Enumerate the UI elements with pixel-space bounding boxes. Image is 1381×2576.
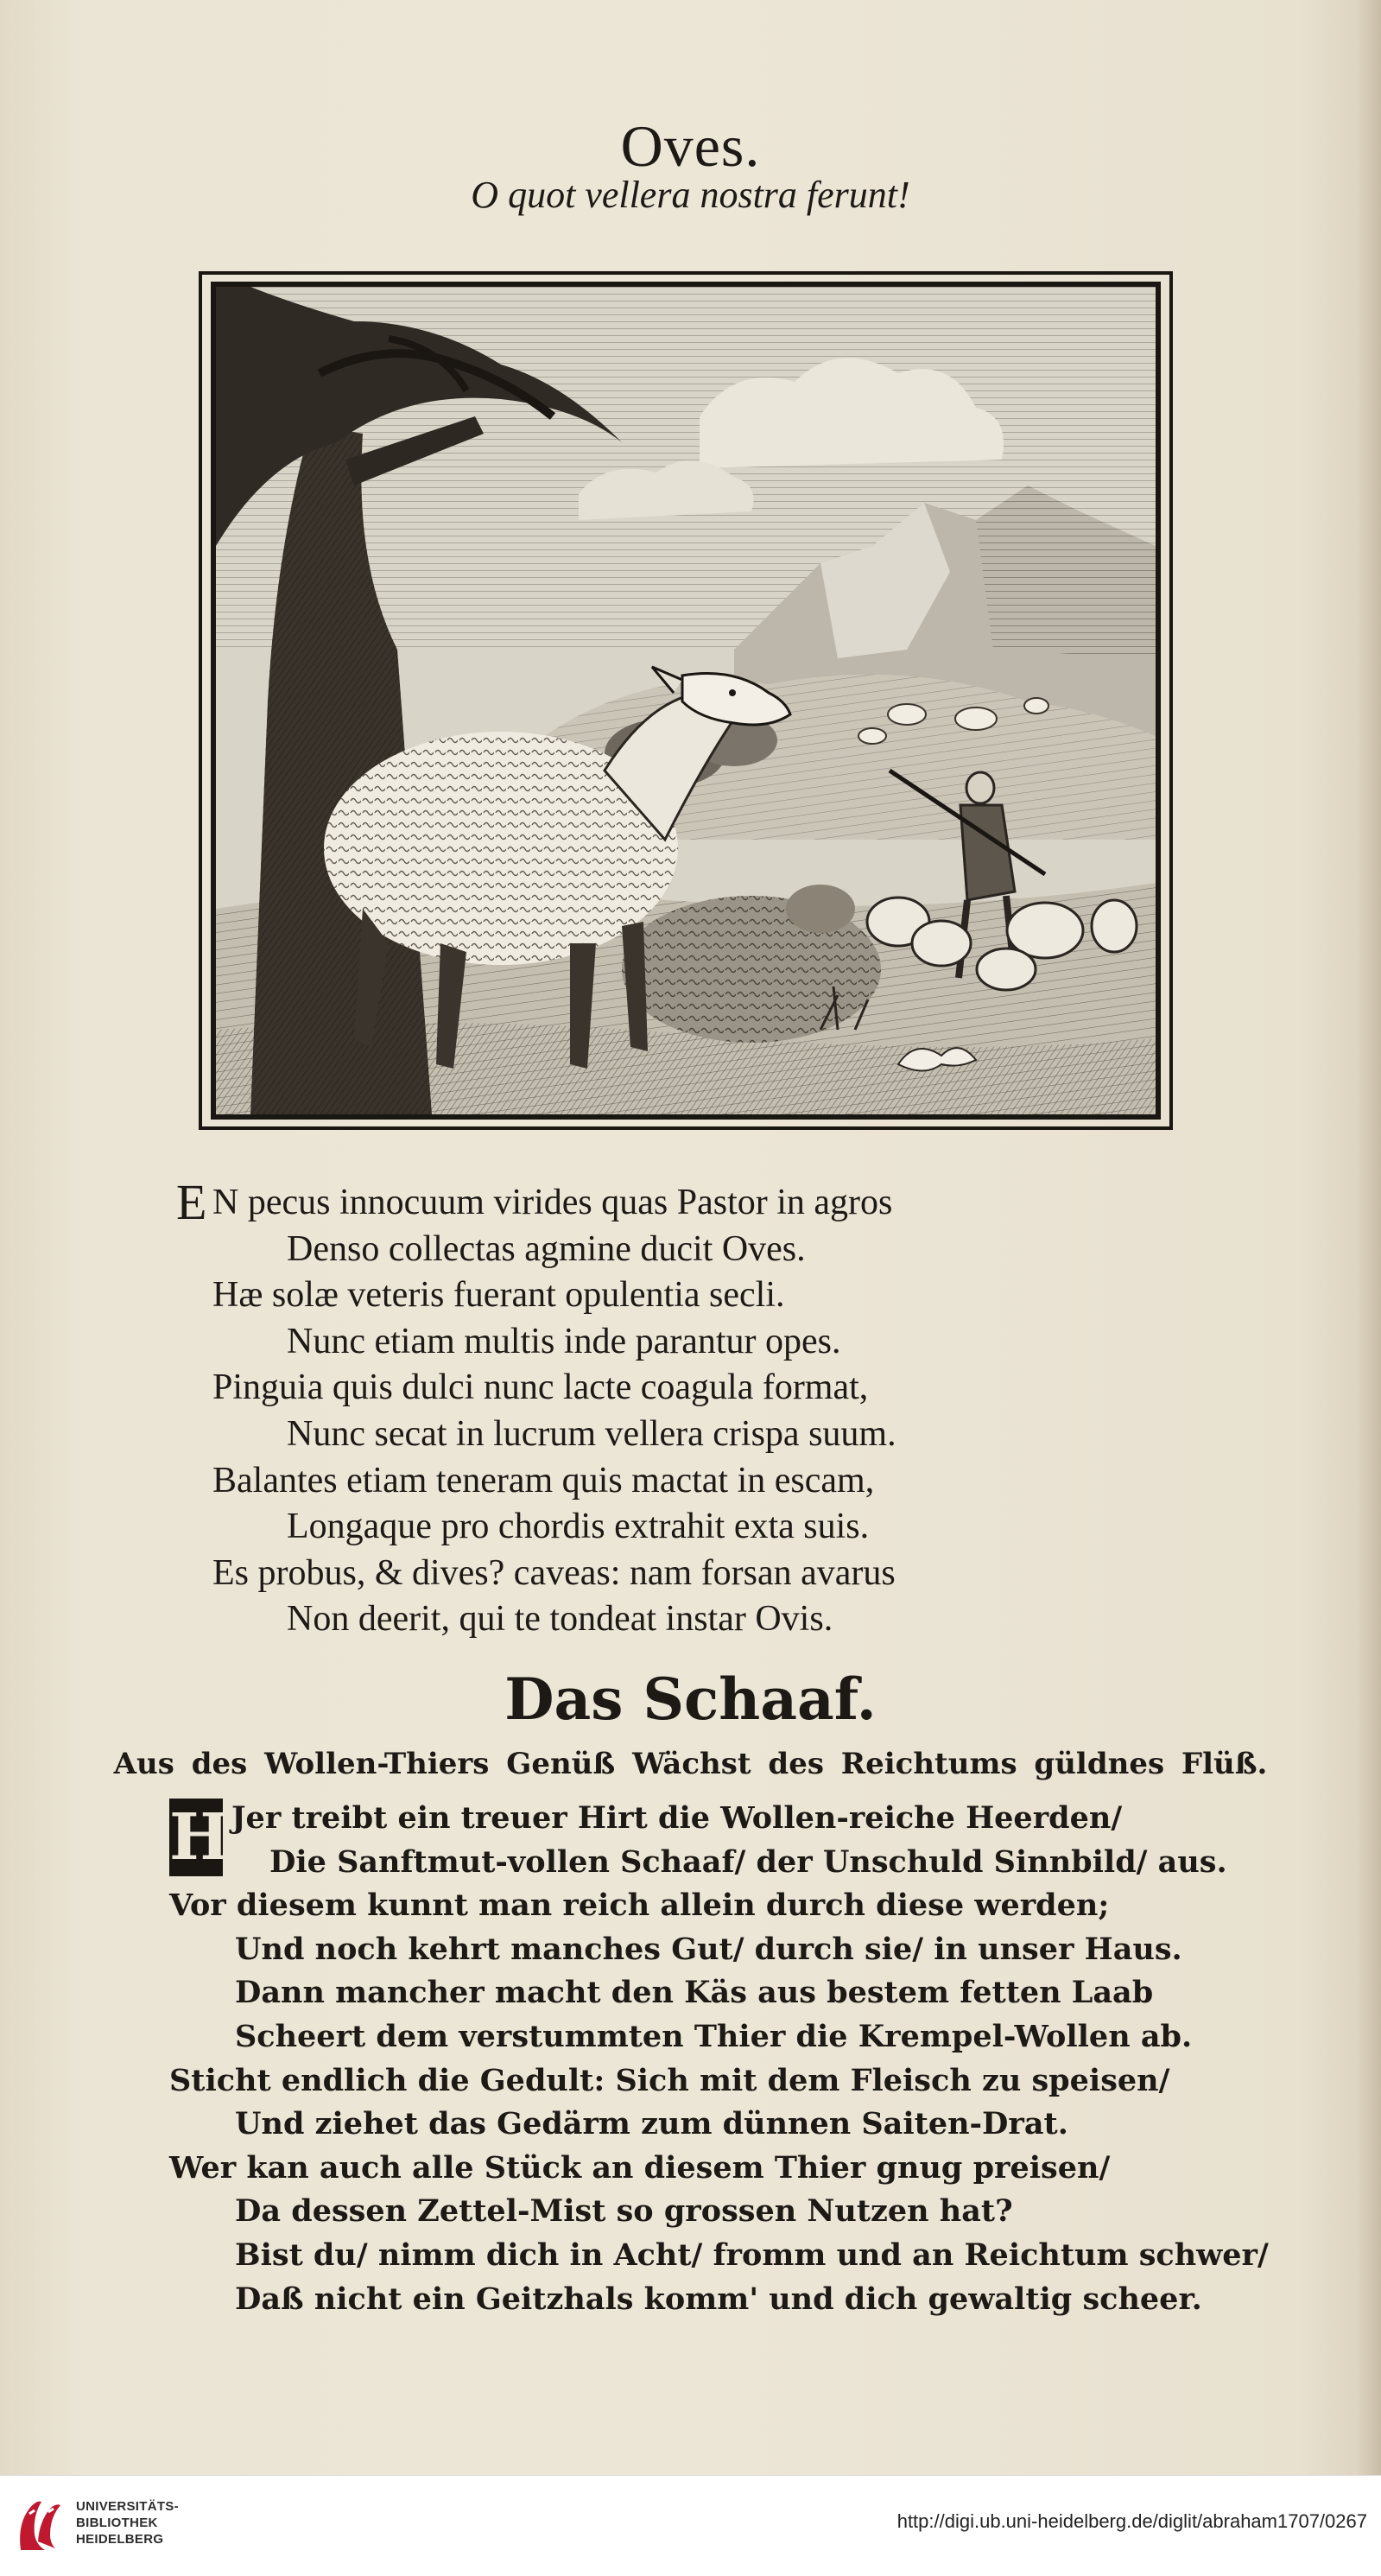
german-line: Dann mancher macht den Käs aus bestem fetten Laab xyxy=(235,1975,1154,2011)
german-line: Da dessen Zettel-Mist so grossen Nutzen hat? xyxy=(235,2193,1013,2230)
page-title: Oves. xyxy=(620,113,761,179)
latin-line: Balantes etiam teneram quis mactat in escam, xyxy=(212,1460,875,1501)
library-name-line: BIBLIOTHEK xyxy=(76,2516,158,2530)
german-line: Bist du/ nimm dich in Acht/ fromm und an Reichtum schwer/ xyxy=(235,2237,1269,2273)
university-library-logo-icon xyxy=(14,2490,66,2562)
german-subtitle: Aus des Wollen-Thiers Genüß Wächst des Reichtums güldnes Flüß. xyxy=(113,1747,1268,1781)
german-line: Und noch kehrt manches Gut/ durch sie/ in unser Haus. xyxy=(235,1931,1182,1967)
latin-line: Nunc secat in lucrum vellera crispa suum. xyxy=(287,1413,896,1454)
german-line: Wer kan auch alle Stück an diesem Thier gnug preisen/ xyxy=(169,2149,1111,2186)
latin-line: Es probus, & dives? caveas: nam forsan avarus xyxy=(212,1552,896,1593)
german-line: Sticht endlich die Gedult: Sich mit dem Fleisch zu speisen/ xyxy=(169,2062,1170,2098)
latin-line: Longaque pro chordis extrahit exta suis. xyxy=(287,1507,870,1547)
engraving-sheep-illustration xyxy=(211,282,1161,1120)
german-verse xyxy=(169,1797,1292,2321)
german-line: Jer treibt ein treuer Hirt die Wollen-reiche Heerden/ xyxy=(231,1800,1123,1836)
engraving-svg xyxy=(216,287,1156,1114)
viewer-footer xyxy=(0,2475,1381,2576)
latin-drop-cap: E xyxy=(176,1174,207,1230)
latin-line: Nunc etiam multis inde parantur opes. xyxy=(287,1321,841,1361)
latin-line: Hæ solæ veteris fuerant opulentia secli. xyxy=(212,1275,785,1316)
german-drop-cap: H xyxy=(169,1800,230,1875)
latin-line: Non deerit, qui te tondeat instar Ovis. xyxy=(287,1599,833,1640)
source-url-link[interactable]: http://digi.ub.uni-heidelberg.de/diglit/abraham1707/0267 xyxy=(896,2510,1367,2532)
german-line: Vor diesem kunnt man reich allein durch diese werden; xyxy=(169,1888,1110,1924)
german-line: Scheert dem verstummten Thier die Krempel-Wollen ab. xyxy=(235,2018,1193,2054)
latin-line: Denso collectas agmine ducit Oves. xyxy=(287,1228,806,1269)
page-motto: O quot vellera nostra ferunt! xyxy=(471,174,910,216)
german-title: Das Schaaf. xyxy=(504,1666,877,1733)
page-edge-shadow xyxy=(1357,0,1381,2475)
latin-line: N pecus innocuum virides quas Pastor in agros xyxy=(212,1183,893,1222)
library-name-line: UNIVERSITÄTS- xyxy=(76,2499,179,2514)
german-line: Und ziehet das Gedärm zum dünnen Saiten-Drat. xyxy=(235,2106,1068,2142)
german-line: Daß nicht ein Geitzhals komm' und dich gewaltig scheer. xyxy=(235,2281,1202,2317)
library-name-line: HEIDELBERG xyxy=(76,2532,164,2547)
german-line: Die Sanftmut-vollen Schaaf/ der Unschuld Sinnbild/ aus. xyxy=(269,1843,1227,1880)
library-name xyxy=(76,2498,231,2547)
latin-verse xyxy=(176,1174,1256,1643)
latin-line: Pinguia quis dulci nunc lacte coagula format, xyxy=(212,1367,869,1408)
